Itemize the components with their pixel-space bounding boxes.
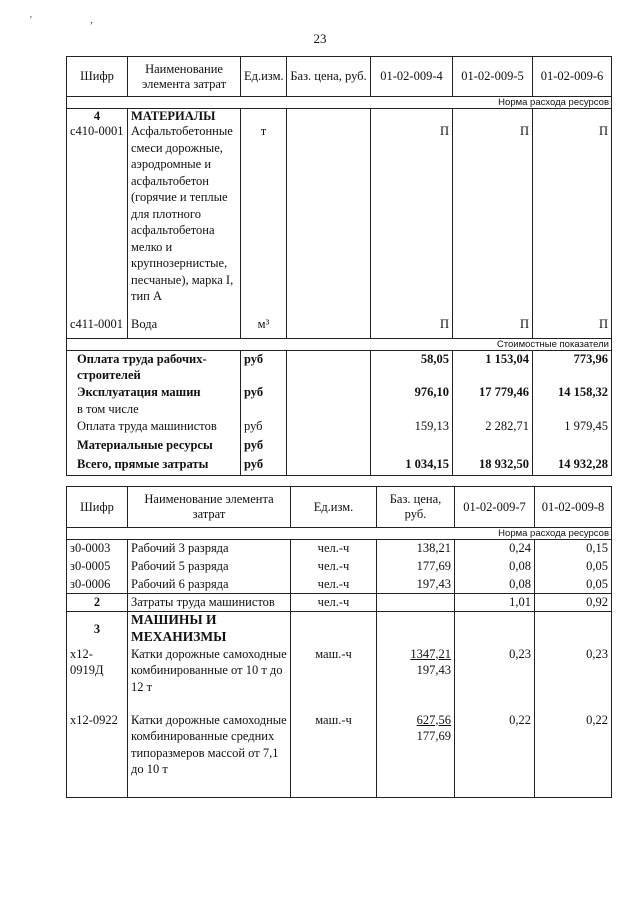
row-price-cell bbox=[377, 646, 455, 712]
row-value-2: П bbox=[453, 123, 533, 316]
row-value-1: 1,01 bbox=[455, 594, 535, 612]
row-price: 138,21 bbox=[377, 540, 455, 558]
row-name: Рабочий 3 разряда bbox=[128, 540, 291, 558]
cost-name: Оплата труда машинистов bbox=[67, 418, 241, 437]
row-name: Асфальтобетонные смеси дорожные, аэродромные и асфальтобетон (горячие и теплые для плотного асфальтобетона мелко и крупнозернистые, песчаные), марка I, тип А bbox=[128, 123, 241, 316]
header-code: Шифр bbox=[67, 487, 128, 528]
cost-value-1: 1 034,15 bbox=[371, 456, 453, 475]
cost-name: Эксплуатация машин bbox=[77, 385, 201, 399]
row-value-2: 0,05 bbox=[535, 558, 612, 576]
cost-value-2: 18 932,50 bbox=[453, 456, 533, 475]
cost-row bbox=[67, 456, 612, 475]
row-code: 2 bbox=[67, 594, 128, 612]
section-row bbox=[67, 109, 612, 124]
table-row bbox=[67, 594, 612, 612]
header-name: Наименование элемента затрат bbox=[128, 487, 291, 528]
cost-value-1 bbox=[371, 437, 453, 456]
cost-value-1: 976,10 bbox=[371, 384, 453, 418]
cost-row bbox=[67, 384, 612, 418]
scan-marks: ' , bbox=[30, 15, 121, 26]
header-col-3: 01-02-009-6 bbox=[533, 57, 612, 97]
row-unit: чел.-ч bbox=[291, 576, 377, 594]
section-title: МАТЕРИАЛЫ bbox=[128, 109, 241, 124]
cost-row bbox=[67, 437, 612, 456]
cost-value-3: 773,96 bbox=[533, 350, 612, 384]
row-value-2: 0,92 bbox=[535, 594, 612, 612]
row-name: Катки дорожные самоходные комбинированные средних типоразмеров массой от 7,1 до 10 т bbox=[128, 712, 291, 798]
cost-name: Оплата труда рабочих-строителей bbox=[67, 350, 241, 384]
table-row bbox=[67, 558, 612, 576]
cost-value-2: 2 282,71 bbox=[453, 418, 533, 437]
cost-value-2: 17 779,46 bbox=[453, 384, 533, 418]
row-unit: маш.-ч bbox=[291, 712, 377, 798]
row-unit: чел.-ч bbox=[291, 594, 377, 612]
row-name: Катки дорожные самоходные комбинированные от 10 т до 12 т bbox=[128, 646, 291, 712]
row-unit: чел.-ч bbox=[291, 540, 377, 558]
norms-table-1 bbox=[66, 56, 612, 476]
cost-value-1: 58,05 bbox=[371, 350, 453, 384]
section-title: МАШИНЫ И МЕХАНИЗМЫ bbox=[128, 612, 291, 646]
row-code: с410-0001 bbox=[67, 123, 128, 316]
cost-name-cell bbox=[67, 384, 241, 418]
cost-unit: руб bbox=[241, 437, 287, 456]
cost-unit: руб bbox=[241, 384, 287, 418]
header-price: Баз. цена, руб. bbox=[377, 487, 455, 528]
cost-row bbox=[67, 350, 612, 384]
row-value-1: 0,22 bbox=[455, 712, 535, 798]
table-header bbox=[67, 487, 612, 528]
row-value-2: П bbox=[453, 316, 533, 338]
row-code: с411-0001 bbox=[67, 316, 128, 338]
header-price: Баз. цена, руб. bbox=[287, 57, 371, 97]
cost-value-2: 1 153,04 bbox=[453, 350, 533, 384]
norm-label-row bbox=[67, 97, 612, 109]
norm-label-row bbox=[67, 528, 612, 540]
header-col-1: 01-02-009-4 bbox=[371, 57, 453, 97]
cost-name: Всего, прямые затраты bbox=[67, 456, 241, 475]
cost-sub: в том числе bbox=[77, 401, 139, 416]
row-value-2: 0,05 bbox=[535, 576, 612, 594]
row-name: Рабочий 5 разряда bbox=[128, 558, 291, 576]
norm-label: Норма расхода ресурсов bbox=[67, 528, 612, 540]
header-col-2: 01-02-009-8 bbox=[535, 487, 612, 528]
row-code: з0-0006 bbox=[67, 576, 128, 594]
row-unit: т bbox=[241, 123, 287, 316]
cost-value-2 bbox=[453, 437, 533, 456]
row-price-machinist: 197,43 bbox=[416, 663, 451, 677]
table-row bbox=[67, 712, 612, 798]
table-row bbox=[67, 576, 612, 594]
section-code: 4 bbox=[67, 109, 128, 124]
row-name: Затраты труда машинистов bbox=[128, 594, 291, 612]
header-col-1: 01-02-009-7 bbox=[455, 487, 535, 528]
table-row bbox=[67, 316, 612, 338]
cost-unit: руб bbox=[241, 350, 287, 384]
header-col-2: 01-02-009-5 bbox=[453, 57, 533, 97]
row-code: з0-0005 bbox=[67, 558, 128, 576]
table-row bbox=[67, 540, 612, 558]
cost-value-3 bbox=[533, 437, 612, 456]
row-code: х12-0919Д bbox=[67, 646, 128, 712]
header-unit: Ед.изм. bbox=[241, 57, 287, 97]
row-value-2: 0,22 bbox=[535, 712, 612, 798]
row-price bbox=[287, 123, 371, 316]
row-value-3: П bbox=[533, 316, 612, 338]
cost-label-row bbox=[67, 338, 612, 350]
row-name: Вода bbox=[128, 316, 241, 338]
section-row bbox=[67, 612, 612, 646]
row-price-cell bbox=[377, 712, 455, 798]
row-price: 627,56 bbox=[416, 712, 451, 727]
row-value-3: П bbox=[533, 123, 612, 316]
row-unit: маш.-ч bbox=[291, 646, 377, 712]
cost-name: Материальные ресурсы bbox=[67, 437, 241, 456]
table-row bbox=[67, 646, 612, 712]
row-value-1: П bbox=[371, 123, 453, 316]
cost-unit: руб bbox=[241, 418, 287, 437]
cost-value-3: 14 158,32 bbox=[533, 384, 612, 418]
row-price: 177,69 bbox=[377, 558, 455, 576]
header-code: Шифр bbox=[67, 57, 128, 97]
section-code: 3 bbox=[67, 612, 128, 646]
row-value-1: 0,24 bbox=[455, 540, 535, 558]
cost-label: Стоимостные показатели bbox=[67, 338, 612, 350]
row-name: Рабочий 6 разряда bbox=[128, 576, 291, 594]
row-price bbox=[377, 594, 455, 612]
page-number: 23 bbox=[313, 31, 327, 46]
row-code: х12-0922 bbox=[67, 712, 128, 798]
cost-value-3: 1 979,45 bbox=[533, 418, 612, 437]
row-code: з0-0003 bbox=[67, 540, 128, 558]
row-value-2: 0,23 bbox=[535, 646, 612, 712]
cost-row bbox=[67, 418, 612, 437]
header-name: Наименование элемента затрат bbox=[128, 57, 241, 97]
header-unit: Ед.изм. bbox=[291, 487, 377, 528]
cost-value-1: 159,13 bbox=[371, 418, 453, 437]
row-price: 1347,21 bbox=[410, 646, 451, 661]
row-value-1: 0,08 bbox=[455, 576, 535, 594]
table-header bbox=[67, 57, 612, 97]
row-price-machinist: 177,69 bbox=[416, 729, 451, 743]
row-price bbox=[287, 316, 371, 338]
table-row bbox=[67, 123, 612, 316]
cost-value-3: 14 932,28 bbox=[533, 456, 612, 475]
row-value-1: П bbox=[371, 316, 453, 338]
norm-label: Норма расхода ресурсов bbox=[67, 97, 612, 109]
cost-unit: руб bbox=[241, 456, 287, 475]
row-value-1: 0,08 bbox=[455, 558, 535, 576]
row-price: 197,43 bbox=[377, 576, 455, 594]
row-unit: чел.-ч bbox=[291, 558, 377, 576]
row-value-2: 0,15 bbox=[535, 540, 612, 558]
row-value-1: 0,23 bbox=[455, 646, 535, 712]
norms-table-2 bbox=[66, 486, 612, 798]
row-unit: м³ bbox=[241, 316, 287, 338]
